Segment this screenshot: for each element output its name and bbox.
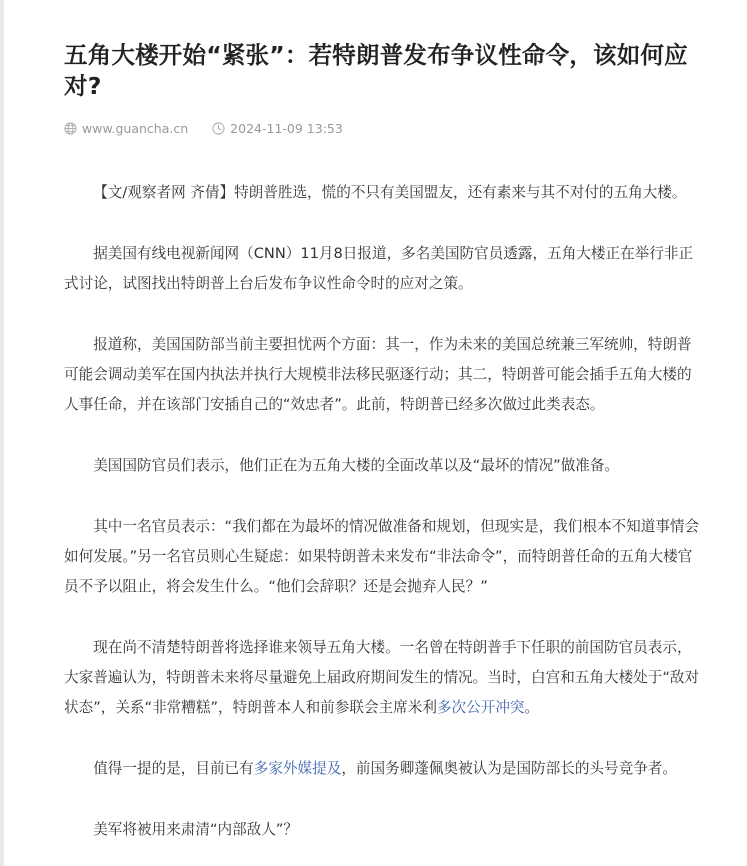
paragraph-6-end: 。 (524, 699, 540, 716)
paragraph-2: 据美国有线电视新闻网（CNN）11月8日报道，多名美国防官员透露，五角大楼正在举行非正式讨论，试图找出特朗普上台后发布争议性命令时的应对之策。 (64, 245, 694, 292)
paragraph-8: 美军将被用来肃清“内部敌人”？ (93, 821, 299, 838)
left-edge-rule (0, 0, 4, 866)
article-body (64, 178, 706, 845)
publish-datetime: 2024-11-09 13:53 (230, 120, 343, 136)
meta-datetime (212, 121, 343, 136)
paragraph-4: 美国国防官员们表示，他们正在为五角大楼的全面改革以及“最坏的情况”做准备。 (93, 457, 620, 474)
clock-icon (212, 122, 225, 135)
article-title: 五角大楼开始“紧张”：若特朗普发布争议性命令，该如何应对? (64, 41, 688, 100)
paragraph-5: 其中一名官员表示：“我们都在为最坏的情况做准备和规划，但现实是，我们根本不知道事情会如何发展。”另一名官员则心生疑虑：如果特朗普未来发布“非法命令”，而特朗普任命的五角大楼官员不予以阻止，将会发生什么。“他们会辞职？还是会抛弃人民？” (64, 518, 700, 595)
paragraph-3: 报道称，美国国防部当前主要担忧两个方面：其一，作为未来的美国总统兼三军统帅，特朗普可能会调动美军在国内执法并执行大规模非法移民驱逐行动；其二，特朗普可能会插手五角大楼的人事任命，并在该部门安插自己的“效忠者”。此前，特朗普已经多次做过此类表态。 (64, 336, 692, 413)
paragraph-6 (64, 633, 706, 723)
paragraph-6-text: 现在尚不清楚特朗普将选择谁来领导五角大楼。一名曾在特朗普手下任职的前国防官员表示，大家普遍认为，特朗普未来将尽量避免上届政府期间发生的情况。当时，白宫和五角大楼处于“敌对状态”，关系“非常糟糕”，特朗普本人和前参联会主席米利 (64, 639, 700, 716)
meta-source (64, 121, 188, 136)
source-site: www.guancha.cn (82, 120, 189, 136)
article (64, 40, 706, 866)
paragraph-7-end: ，前国务卿蓬佩奥被认为是国防部长的头号竞争者。 (341, 760, 677, 777)
paragraph-7-text: 值得一提的是，目前已有 (93, 760, 254, 777)
article-meta (64, 119, 706, 137)
foreign-media-link[interactable]: 多家外媒提及 (253, 760, 342, 777)
globe-icon (64, 122, 77, 135)
public-conflict-link[interactable]: 多次公开冲突 (436, 699, 525, 716)
paragraph-7 (64, 754, 706, 784)
paragraph-1: 【文/观察者网 齐倩】特朗普胜选，慌的不只有美国盟友，还有素来与其不对付的五角大楼。 (93, 184, 687, 201)
